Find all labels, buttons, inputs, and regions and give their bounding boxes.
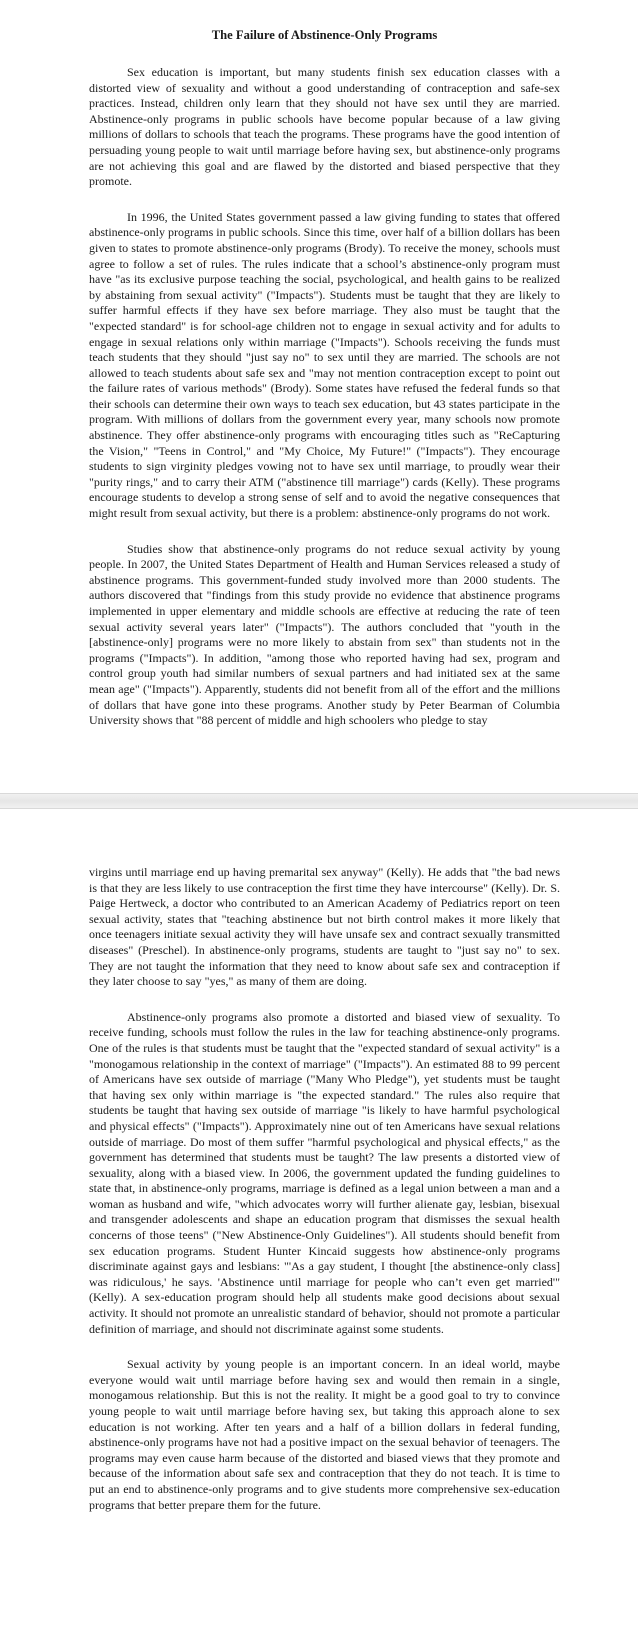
page-break	[0, 793, 638, 809]
paragraph-distorted-view: Abstinence-only programs also promote a distorted and biased view of sexuality. To receive funding, schools must follow the rules in the law for teaching abstinence-only programs. One of the rules is that students must be taught that the "expected standard of sexual activity" is a "monogamous relationship in the context of marriage" ("Impacts"). An estimated 88 to 99 percent of Americans have sex outside of marriage ("Many Who Pledge"), yet students must be taught that having sex only within marriage is "the expected standard." The rules also require that students be taught that having sex outside of marriage "is likely to have harmful psychological and physical effects" ("Impacts"). Approximately nine out of ten Americans have sexual relations outside of marriage. Do most of them suffer "harmful psychological and physical effects," as the government has determined that students must be taught? The law presents a distorted view of sexuality, along with a biased view. In 2006, the government updated the funding guidelines to state that, in abstinence-only programs, marriage is defined as a legal union between a man and a woman as husband and wife, "which advocates worry will further alienate gay, lesbian, bisexual and transgender adolescents and shape an education program that dismisses the sexual health concerns of those teens" ("New Abstinence-Only Guidelines"). All students should benefit from sex education programs. Student Hunter Kincaid suggests how abstinence-only programs discriminate against gays and lesbians: "'As a gay student, I thought [the abstinence-only class] was ridiculous,' he says. 'Abstinence until marriage for people who can’t even get married'" (Kelly). A sex-education program should help all students make good decisions about sexual activity. It should not promote an unrealistic standard of behavior, should not promote a particular definition of marriage, and should not discriminate against some students.	[89, 1009, 560, 1336]
document-page-1	[0, 0, 638, 793]
paragraph-studies: Studies show that abstinence-only programs do not reduce sexual activity by young people. In 2007, the United States Department of Health and Human Services released a study of abstinence programs. This government-funded study involved more than 2000 students. The authors discovered that "findings from this study provide no evidence that abstinence programs implemented in upper elementary and middle schools are effective at reducing the rate of teen sexual activity several years later" ("Impacts"). The authors concluded that "youth in the [abstinence-only] programs were no more likely to abstain from sex" than students not in the programs ("Impacts"). In addition, "among those who reported having had sex, program and control group youth had similar numbers of sexual partners and had initiated sex at the same mean age" ("Impacts"). Apparently, students did not benefit from all of the effort and the millions of dollars that have gone into these programs. Another study by Peter Bearman of Columbia University shows that "88 percent of middle and high schoolers who pledge to stay	[89, 541, 560, 728]
document-page-2	[0, 809, 638, 1643]
paragraph-studies-continued: virgins until marriage end up having premarital sex anyway" (Kelly). He adds that "the bad news is that they are less likely to use contraception the first time they have intercourse" (Kelly). Dr. S. Paige Hertweck, a doctor who contributed to an American Academy of Pediatrics report on teen sexual activity, states that "teaching abstinence but not birth control makes it more likely that once teenagers initiate sexual activity they will have unsafe sex and contract sexually transmitted diseases" (Preschel). In abstinence-only programs, students are taught to "just say no" to sex. They are not taught the information that they need to know about safe sex and contraception if they later choose to say "yes," as many of them are doing.	[89, 865, 560, 989]
paragraph-law-funding: In 1996, the United States government passed a law giving funding to states that offered abstinence-only programs in public schools. Since this time, over half of a billion dollars has been given to states to promote abstinence-only programs (Brody). To receive the money, schools must agree to follow a set of rules. The rules indicate that a school’s abstinence-only program must have "as its exclusive purpose teaching the social, psychological, and health gains to be realized by abstaining from sexual activity" ("Impacts"). Students must be taught that they are likely to suffer harmful effects if they have sex before marriage. They also must be taught that the "expected standard" is for school-age children not to engage in sexual activity and for adults to engage in sexual relations only within marriage ("Impacts"). Schools receiving the funds must teach students that they should "just say no" to sex until they are married. The schools are not allowed to teach students about safe sex and "may not mention contraception except to point out the failure rates of various methods" (Brody). Some states have refused the federal funds so that their schools can determine their own ways to teach sex education, but 43 states participate in the program. With millions of dollars from the government every year, many schools now promote abstinence. They offer abstinence-only programs with encouraging titles such as "ReCapturing the Vision," "Teens in Control," and "My Choice, My Future!" ("Impacts"). They encourage students to sign virginity pledges vowing not to have sex until marriage, to proudly wear their "purity rings," and to carry their ATM ("abstinence till marriage") cards (Kelly). These programs encourage students to develop a strong sense of self and to avoid the negative consequences that might result from sexual activity, but there is a problem: abstinence-only programs do not work.	[89, 209, 560, 521]
paragraph-intro: Sex education is important, but many students finish sex education classes with a distorted view of sexuality and without a good understanding of contraception and safe-sex practices. Instead, children only learn that they should not have sex until they are married. Abstinence-only programs in public schools have become popular because of a law giving millions of dollars to schools that teach the programs. These programs have the good intention of persuading young people to wait until marriage before having sex, but abstinence-only programs are not achieving this goal and are flawed by the distorted and biased perspective that they promote.	[89, 65, 560, 189]
document-title: The Failure of Abstinence-Only Programs	[211, 28, 438, 42]
paragraph-conclusion: Sexual activity by young people is an important concern. In an ideal world, maybe everyone would wait until marriage before having sex and would then remain in a single, monogamous relationship. But this is not the reality. It might be a good goal to try to convince young people to wait until marriage before having sex, but taking this approach alone to sex education is not working. After ten years and a half of a billion dollars in federal funding, abstinence-only programs have not had a positive impact on the sexual behavior of teenagers. The programs may even cause harm because of the distorted and biased views that they promote and because of the information about safe sex and contraception that they do not teach. It is time to put an end to abstinence-only programs and to give students more comprehensive sex-education programs that better prepare them for the future.	[89, 1357, 560, 1512]
